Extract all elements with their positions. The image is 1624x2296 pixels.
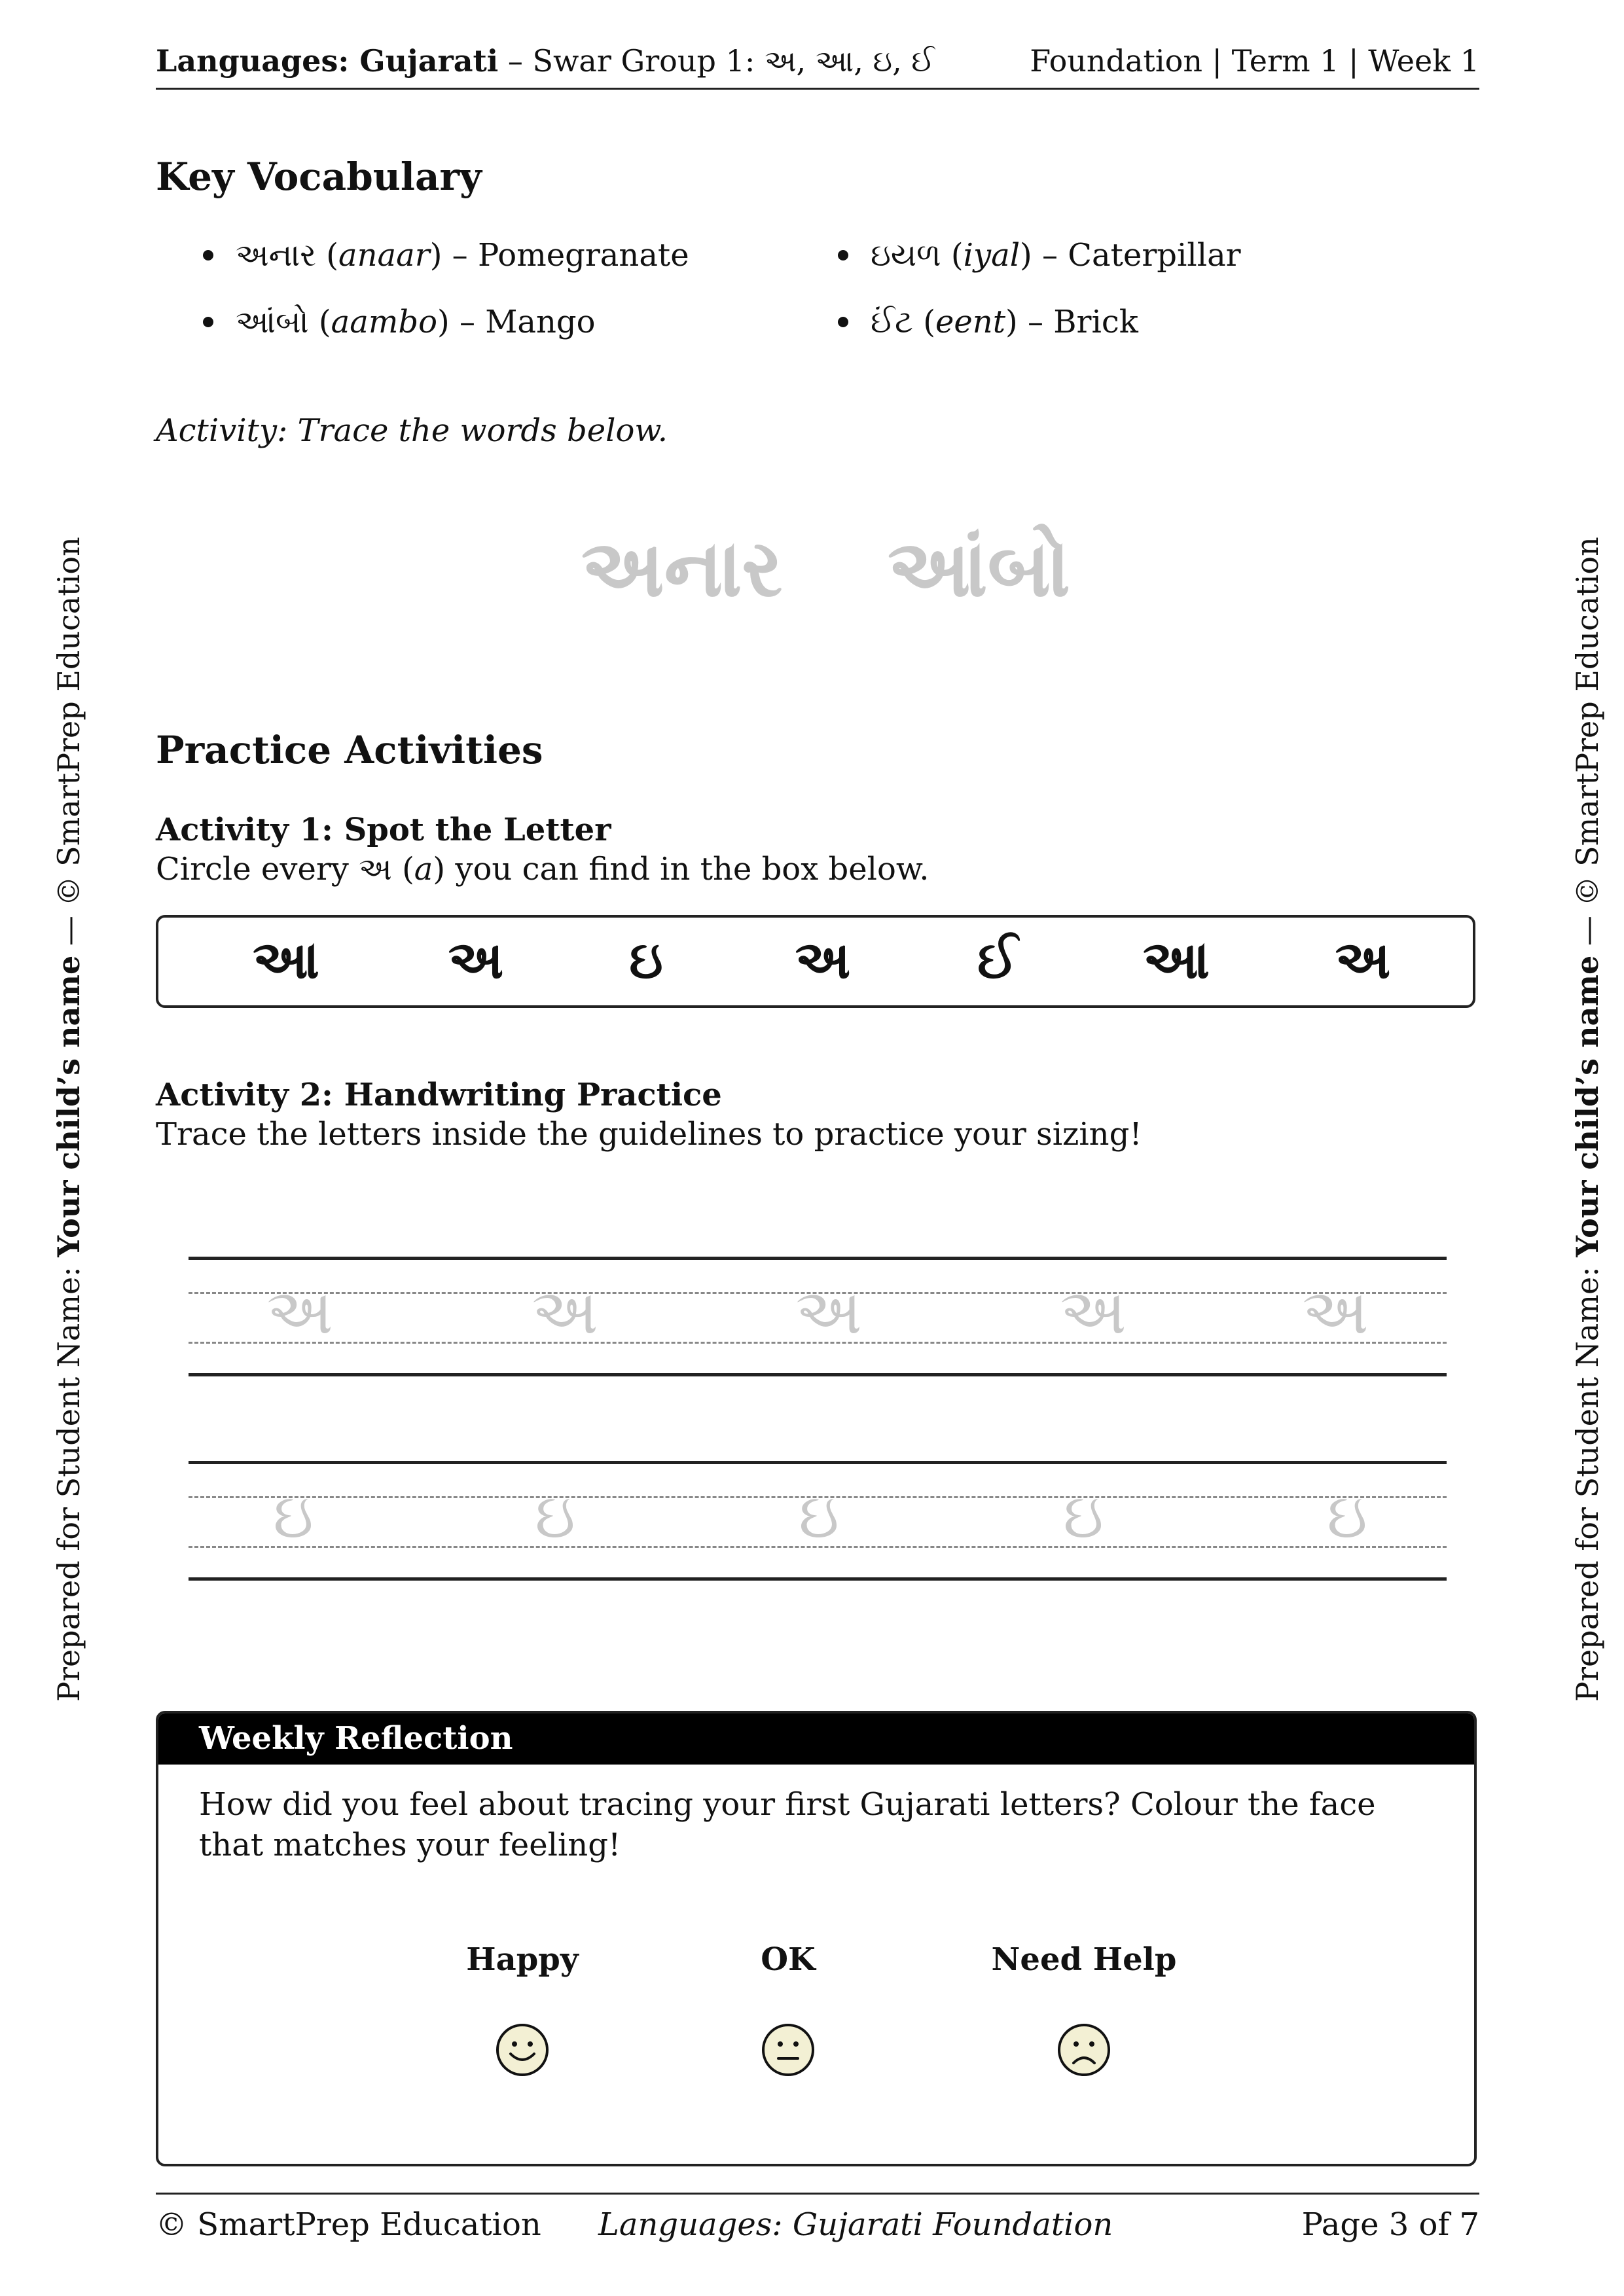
trace-letter[interactable]: ઇ (799, 1479, 839, 1552)
side-label-right (1570, 537, 1605, 1702)
guide-top-line (189, 1461, 1447, 1464)
vocab-translit: iyal (963, 237, 1020, 274)
footer-page-number: Page 3 of 7 (1301, 2206, 1479, 2243)
vocab-meaning: Brick (1053, 304, 1138, 340)
face-label-need-help: Need Help (991, 1941, 1177, 1978)
trace-letter[interactable]: ઇ (535, 1479, 575, 1552)
trace-letter[interactable]: અ (795, 1275, 862, 1348)
smiley-face-icon[interactable] (495, 2022, 550, 2077)
spot-letter-box (156, 915, 1475, 1008)
side-student-name: Your child’s name (1570, 955, 1605, 1257)
vocab-translit: aambo (331, 304, 437, 340)
box-letter[interactable]: આ (253, 929, 319, 990)
neutral-face-icon[interactable] (761, 2022, 816, 2077)
reflection-title: Weekly Reflection (199, 1720, 513, 1757)
handwriting-guide-row (189, 1461, 1447, 1585)
sad-face-icon[interactable] (1056, 2022, 1111, 2077)
box-letter[interactable]: અ (448, 929, 504, 990)
page-header (156, 41, 1479, 90)
footer-course: Languages: Gujarati Foundation (598, 2206, 1113, 2243)
bullet-icon (203, 250, 213, 260)
trace-letter[interactable]: અ (532, 1275, 598, 1348)
trace-letter[interactable]: ઇ (1327, 1479, 1367, 1552)
guide-bottom-line (189, 1577, 1447, 1581)
vocab-item: ઈંટ (eent) – Brick (838, 304, 1138, 341)
practice-activities-title: Practice Activities (156, 728, 543, 772)
header-course-info: Foundation | Term 1 | Week 1 (1030, 43, 1479, 79)
header-title (156, 43, 935, 80)
header-topic: – Swar Group 1: અ, આ, ઇ, ઈ (498, 43, 935, 79)
footer-copyright: © SmartPrep Education (156, 2206, 541, 2243)
handwriting-guide-row (189, 1257, 1447, 1381)
vocab-word: આંબો (236, 304, 309, 340)
face-label-happy: Happy (466, 1941, 579, 1978)
trace-letter[interactable]: અ (1302, 1275, 1369, 1348)
trace-letter[interactable]: ઇ (1063, 1479, 1104, 1552)
weekly-reflection-box (156, 1711, 1477, 2166)
reflection-header (158, 1713, 1474, 1765)
trace-letter[interactable]: ઇ (273, 1479, 314, 1552)
vocab-word: ઇયળ (871, 237, 941, 274)
box-letter[interactable]: અ (1335, 929, 1391, 990)
box-letter[interactable]: ઇ (629, 929, 663, 990)
bullet-icon (838, 250, 848, 260)
side-suffix: — © SmartPrep Education (51, 537, 86, 956)
side-student-name: Your child’s name (51, 955, 86, 1257)
vocab-item: આંબો (aambo) – Mango (203, 304, 596, 341)
vocab-word: અનાર (236, 237, 316, 274)
vocab-translit: eent (935, 304, 1005, 340)
face-label-ok: OK (761, 1941, 816, 1978)
key-vocabulary-title: Key Vocabulary (156, 154, 482, 199)
vocab-meaning: Mango (485, 304, 596, 340)
box-letter[interactable]: આ (1143, 929, 1210, 990)
trace-word: આંબો (888, 524, 1070, 615)
reflection-question: How did you feel about tracing your first Gujarati letters? Colour the face that matches your feeling! (199, 1786, 1376, 1863)
activity1-desc: Circle every અ (a) you can find in the box below. (156, 851, 929, 888)
guide-bottom-line (189, 1373, 1447, 1376)
side-prefix: Prepared for Student Name: (1570, 1257, 1605, 1702)
bullet-icon (838, 317, 848, 327)
side-suffix: — © SmartPrep Education (1570, 537, 1605, 956)
trace-letter[interactable]: અ (266, 1275, 333, 1348)
vocab-meaning: Pomegranate (477, 237, 689, 274)
vocab-item: ઇયળ (iyal) – Caterpillar (838, 237, 1241, 274)
guide-top-line (189, 1257, 1447, 1260)
page-footer (156, 2193, 1479, 2243)
box-letter[interactable]: અ (795, 929, 851, 990)
vocab-word: ઈંટ (871, 304, 913, 340)
header-subject: Languages: Gujarati (156, 43, 499, 79)
activity2-desc: Trace the letters inside the guidelines to practice your sizing! (156, 1116, 1142, 1153)
trace-letter[interactable]: અ (1060, 1275, 1127, 1348)
side-prefix: Prepared for Student Name: (51, 1257, 86, 1702)
trace-instruction: Activity: Trace the words below. (156, 412, 668, 449)
trace-word: અનાર (581, 524, 783, 615)
vocab-meaning: Caterpillar (1068, 237, 1241, 274)
bullet-icon (203, 317, 213, 327)
activity1-title: Activity 1: Spot the Letter (156, 812, 611, 848)
activity2-title: Activity 2: Handwriting Practice (156, 1077, 722, 1113)
side-label-left (51, 537, 86, 1702)
vocab-translit: anaar (338, 237, 430, 274)
box-letter[interactable]: ઈ (977, 929, 1018, 990)
vocab-item: અનાર (anaar) – Pomegranate (203, 237, 689, 274)
